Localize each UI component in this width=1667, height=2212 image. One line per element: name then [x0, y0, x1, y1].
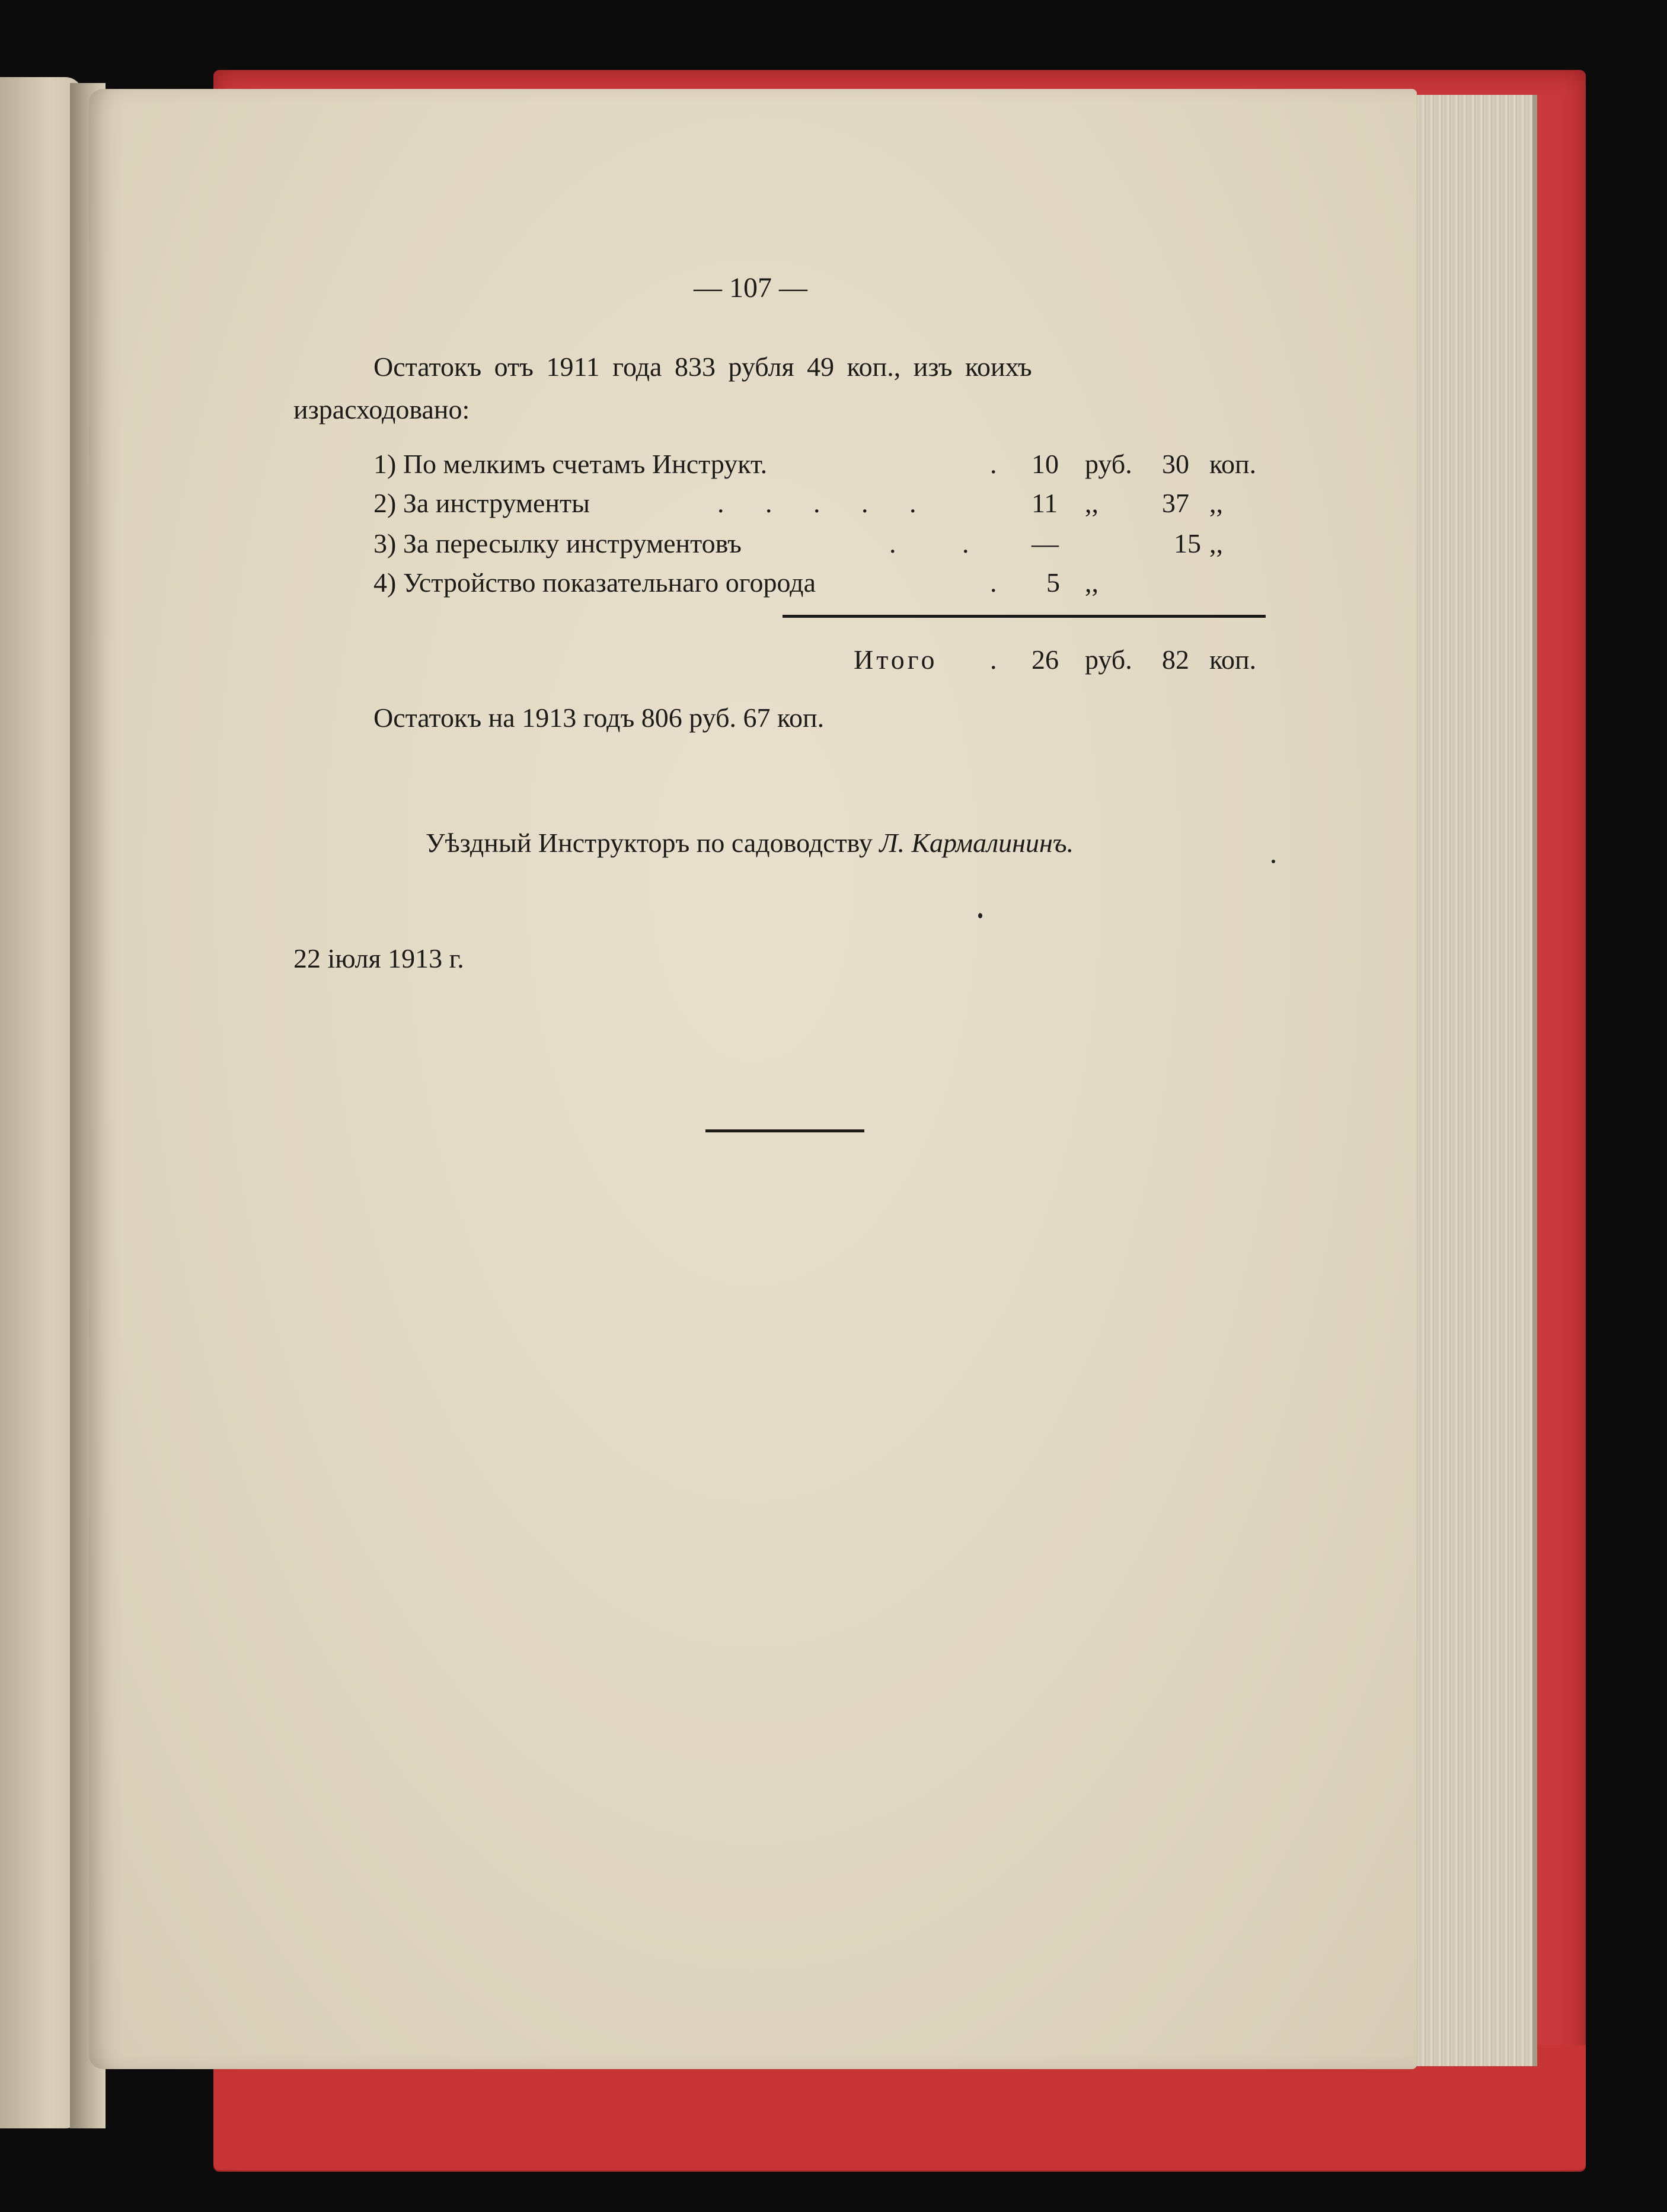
total-leader: . — [990, 644, 997, 675]
expense-item-kopecks-unit: ,, — [1209, 528, 1223, 558]
total-kopecks: 82 — [1162, 644, 1189, 675]
expense-item-leader: . — [990, 567, 997, 598]
expense-item-rubles-unit: руб. — [1085, 449, 1132, 479]
total-rule — [783, 615, 1266, 618]
total-kopecks-unit: коп. — [1209, 644, 1257, 675]
expense-item-kopecks-unit: ,, — [1209, 488, 1223, 518]
expense-item-rubles-unit: ,, — [1085, 488, 1098, 518]
expense-item — [373, 530, 1269, 566]
expense-item-rubles: 11 — [1032, 488, 1058, 518]
expense-item-leader: . . . . . — [717, 488, 916, 518]
book-page — [89, 89, 1417, 2069]
ink-speck — [1272, 860, 1275, 863]
expense-item — [373, 569, 1269, 605]
expense-item-rubles: 10 — [1032, 449, 1059, 479]
expense-item — [373, 451, 1269, 486]
intro-text-line-1: Остатокъ отъ 1911 года 833 рубля 49 коп., изъ коихъ — [373, 352, 1032, 382]
total-rubles-unit: руб. — [1085, 644, 1132, 675]
signature-role: Уѣздный Инструкторъ по садоводству — [426, 828, 873, 858]
expense-item-rubles: 5 — [1046, 567, 1060, 598]
expense-item-label: 4) Устройство показательнаго огорода — [373, 567, 816, 598]
expense-item-kopecks: 37 — [1162, 488, 1189, 518]
date-line: 22 іюля 1913 г. — [293, 943, 464, 973]
expense-item-leader: . . — [889, 528, 969, 558]
expense-item-label: 3) За пересылку инструментовъ — [373, 528, 742, 558]
signature-line — [426, 829, 1074, 857]
ink-speck — [978, 913, 982, 918]
signature-name: Л. Кармалининъ. — [879, 828, 1074, 858]
total-label: Итого — [854, 644, 938, 675]
expense-item — [373, 490, 1269, 525]
expense-item-rubles-unit: ,, — [1085, 567, 1098, 598]
expense-item-kopecks: 30 — [1162, 449, 1189, 479]
expense-item-label: 1) По мелкимъ счетамъ Инструкт. — [373, 449, 768, 479]
remainder-line: Остатокъ на 1913 годъ 806 руб. 67 коп. — [373, 703, 825, 733]
expense-item-label: 2) За инструменты — [373, 488, 590, 518]
intro-text-line-2: израсходовано: — [293, 394, 470, 424]
page-number: — 107 — — [694, 272, 807, 304]
expense-item-leader: . — [990, 449, 997, 479]
end-rule — [705, 1129, 864, 1132]
expense-item-kopecks-unit: коп. — [1209, 449, 1257, 479]
total-rubles: 26 — [1032, 644, 1059, 675]
expense-item-rubles: — — [1032, 528, 1059, 558]
expense-item-kopecks: 15 — [1174, 528, 1201, 558]
total-row — [373, 646, 1269, 682]
